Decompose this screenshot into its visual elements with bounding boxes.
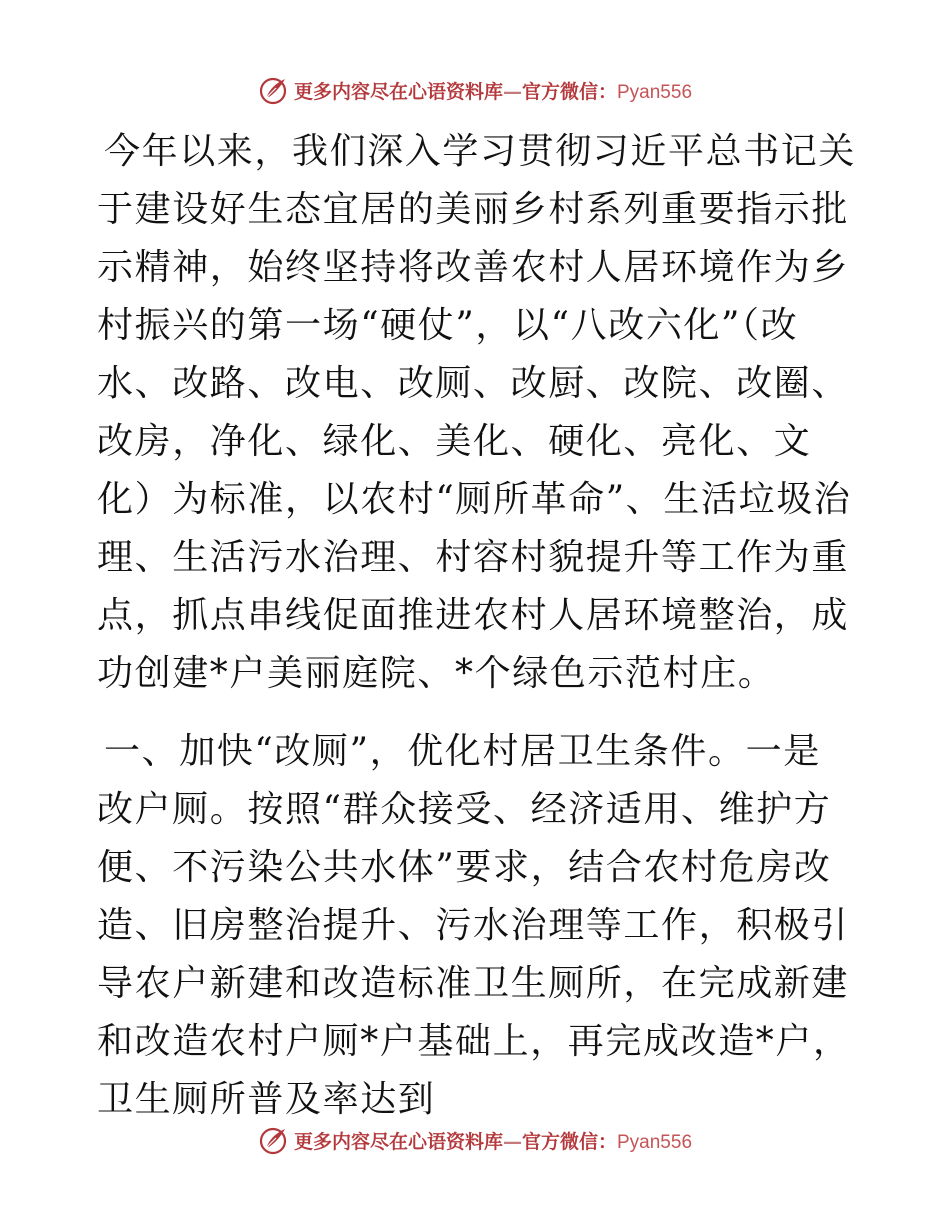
watermark-text [294, 1127, 692, 1154]
watermark-site: 更多内容尽在心语资料库 [293, 80, 503, 103]
watermark-label: 官方微信： [521, 80, 617, 103]
watermark-site: 更多内容尽在心语资料库 [293, 1130, 503, 1153]
paragraph-intro: 今年以来，我们深入学习贯彻习近平总书记关于建设好生态宜居的美丽乡村系列重要指示批示精神，始终坚持将改善农村人居环境作为乡村振兴的第一场“硬仗”，以“八改六化”（改水、改路、改电、改厕、改厨、改院、改圈、改房，净化、绿化、美化、硬化、亮化、文化）为标准，以农村“厕所革命”、生活垃圾治理、生活污水治理、村容村貌提升等工作为重点，抓点串线促面推进农村人居环境整治，成功创建*户美丽庭院、*个绿色示范村庄。 [97, 131, 857, 694]
footer-watermark [0, 1120, 950, 1160]
feather-seal-icon [258, 74, 290, 106]
watermark-wechat-id: Pyan556 [617, 81, 693, 103]
watermark-dash: — [502, 1130, 522, 1153]
watermark-dash: — [502, 80, 522, 103]
watermark-text [294, 77, 692, 104]
watermark-wechat-id: Pyan556 [617, 1131, 693, 1153]
header-watermark [0, 70, 950, 110]
document-body [97, 123, 857, 1129]
feather-seal-icon [258, 1124, 290, 1156]
paragraph-section-1: 一、加快“改厕”，优化村居卫生条件。一是改户厕。按照“群众接受、经济适用、维护方便、不污染公共水体”要求，结合农村危房改造、旧房整治提升、污水治理等工作，积极引导农户新建和改造标准卫生厕所，在完成新建和改造农村户厕*户基础上，再完成改造*户，卫生厕所普及率达到 [97, 731, 851, 1120]
watermark-label: 官方微信： [521, 1130, 617, 1153]
